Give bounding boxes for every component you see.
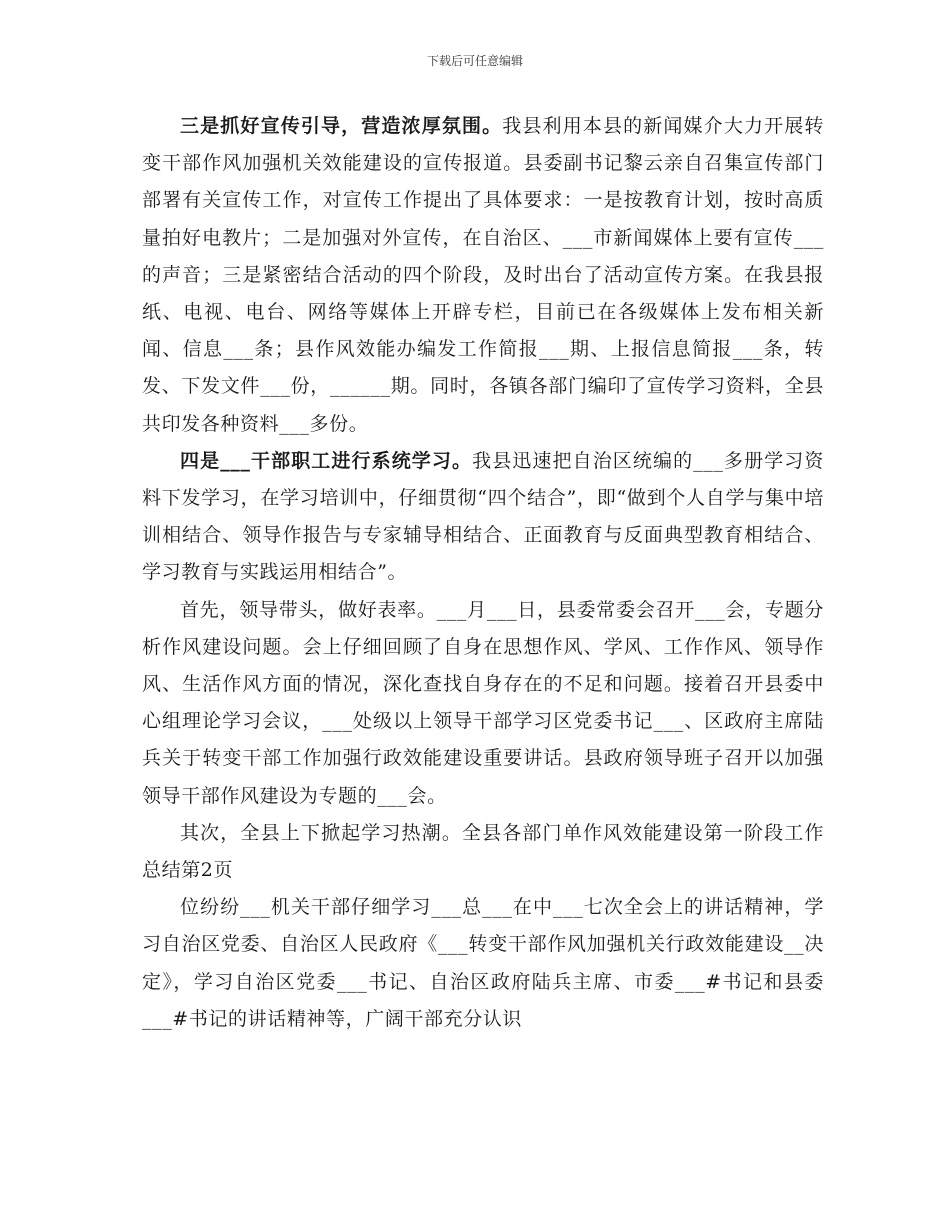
paragraph-text: 位纷纷___机关干部仔细学习___总___在中___七次全会上的讲话精神，学习自治区党委、自治区人民政府《___转变干部作风加强机关行政效能建设__决定》，学习自治区党委___书记、自治区政府陆兵主席、市委___#书记和县委___#书记的讲话精神等，广阔干部充分认识 xyxy=(142,896,824,1030)
paragraph-continuation xyxy=(142,889,824,1038)
paragraph-leaders-first xyxy=(142,592,824,815)
paragraph-study xyxy=(142,443,824,592)
paragraph-text: 首先，领导带头，做好表率。___月___日，县委常委会召开___会，专题分析作风建设问题。会上仔细回顾了自身在思想作风、学风、工作作风、领导作风、生活作风方面的情况，深化查找自身存在的不足和问题。接着召开县委中心组理论学习会议，___处级以上领导干部学习区党委书记___、区政府主席陆兵关于转变干部工作加强行政效能建设重要讲话。县政府领导班子召开以加强领导干部作风建设为专题的___会。 xyxy=(142,598,824,807)
paragraph-county-second xyxy=(142,815,824,889)
page-header-note: 下载后可任意编辑 xyxy=(426,54,523,68)
document-body xyxy=(142,108,824,1038)
paragraph-text: 其次，全县上下掀起学习热潮。全县各部门单作风效能建设第一阶段工作总结第2页 xyxy=(142,821,824,882)
paragraph-text: 我县利用本县的新闻媒介大力开展转变干部作风加强机关效能建设的宣传报道。县委副书记黎云亲自召集宣传部门部署有关宣传工作，对宣传工作提出了具体要求：一是按教育计划，按时高质量拍好电教片；二是加强对外宣传，在自治区、___市新闻媒体上要有宣传___的声音；三是紧密结合活动的四个阶段，及时出台了活动宣传方案。在我县报纸、电视、电台、网络等媒体上开辟专栏，目前已在各级媒体上发布相关新闻、信息___条；县作风效能办编发工作简报___期、上报信息简报___条，转发、下发文件___份，______期。同时，各镇各部门编印了宣传学习资料，全县共印发各种资料___多份。 xyxy=(142,115,824,435)
paragraph-propaganda xyxy=(142,108,824,443)
paragraph-lead: 四是___干部职工进行系统学习。 xyxy=(180,449,473,472)
paragraph-lead: 三是抓好宣传引导，营造浓厚氛围。 xyxy=(180,115,503,137)
paragraph-text: 我县迅速把自治区统编的___多册学习资料下发学习，在学习培训中，仔细贯彻“四个结合”，即“做到个人自学与集中培训相结合、领导作报告与专家辅导相结合、正面教育与反面典型教育相结合、学习教育与实践运用相结合”。 xyxy=(142,449,824,584)
